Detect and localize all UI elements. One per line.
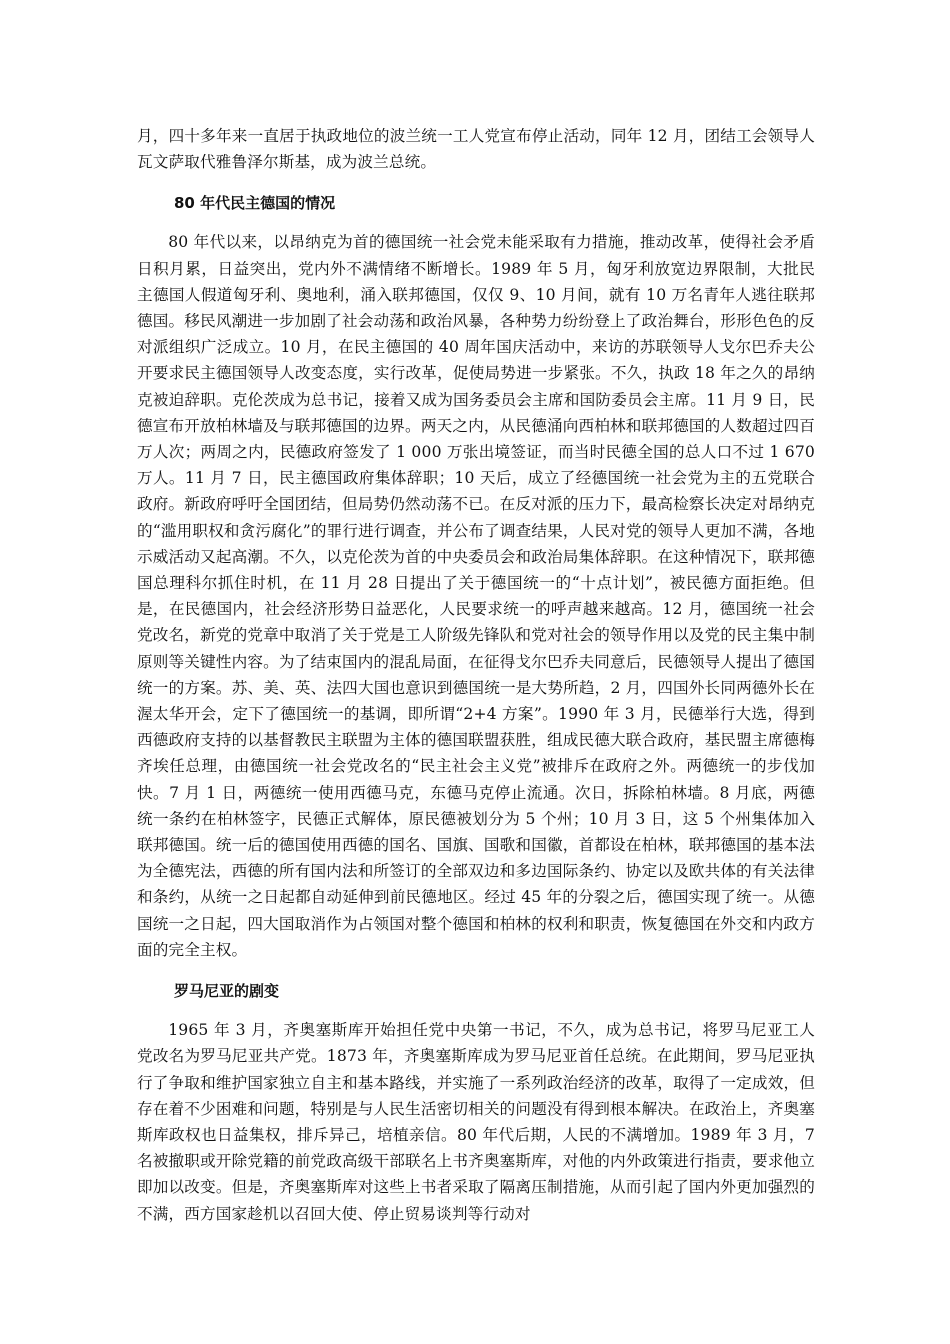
- spacer: [137, 175, 815, 190]
- spacer: [137, 216, 815, 229]
- section-heading-romania: 罗马尼亚的剧变: [174, 982, 280, 1001]
- section-body-east-germany: 80 年代以来，以昂纳克为首的德国统一社会党未能采取有力措施，推动改革，使得社会矛盾日积月累，日益突出，党内外不满情绪不断增长。1989 年 5 月，匈牙利放宽边界限制，大批民主德国人假道匈牙利、奥地利，涌入联邦德国，仅仅 9、10 月间，就有 10 万名青年人逃往联邦德国。移民风潮进一步加剧了社会动荡和政治风暴，各种势力纷纷登上了政治舞台，形形色色的反对派组织广泛成立。10 月，在民主德国的 40 周年国庆活动中，来访的苏联领导人戈尔巴乔夫公开要求民主德国领导人改变态度，实行改革，促使局势进一步紧张。不久，执政 18 年之久的昂纳克被迫辞职。克伦茨成为总书记，接着又成为国务委员会主席和国防委员会主席。11 月 9 日，民德宣布开放柏林墙及与联邦德国的边界。两天之内，从民德涌向西柏林和联邦德国的人数超过四百万人次；两周之内，民德政府签发了 1 000 万张出境签证，而当时民德全国的总人口不过 1 670 万人。11 月 7 日，民主德国政府集体辞职；10 天后，成立了经德国统一社会党为主的五党联合政府。新政府呼吁全国团结，但局势仍然动荡不已。在反对派的压力下，最高检察长决定对昂纳克的“滥用职权和贪污腐化”的罪行进行调查，并公布了调查结果，人民对党的领导人更加不满，各地示威活动又起高潮。不久，以克伦茨为首的中央委员会和政治局集体辞职。在这种情况下，联邦德国总理科尔抓住时机，在 11 月 28 日提出了关于德国统一的“十点计划”，被民德方面拒绝。但是，在民德国内，社会经济形势日益恶化，人民要求统一的呼声越来越高。12 月，德国统一社会党改名，新党的党章中取消了关于党是工人阶级先锋队和党对社会的领导作用以及党的民主集中制原则等关键性内容。为了结束国内的混乱局面，在征得戈尔巴乔夫同意后，民德领导人提出了德国统一的方案。苏、美、英、法四大国也意识到德国统一是大势所趋，2 月，四国外长同两德外长在渥太华开会，定下了德国统一的基调，即所谓“2+4 方案”。1990 年 3 月，民德举行大选，得到西德政府支持的以基督教民主联盟为主体的德国联盟获胜，组成民德大联合政府，基民盟主席德梅齐埃任总理，由德国统一社会党改名的“民主社会主义党”被排斥在政府之外。两德统一的步伐加快。7 月 1 日，两德统一使用西德马克，东德马克停止流通。次日，拆除柏林墙。8 月底，两德统一条约在柏林签字，民德正式解体，原民德被划分为 5 个州；10 月 3 日，这 5 个州集体加入联邦德国。统一后的德国使用西德的国名、国旗、国歌和国徽，首都设在柏林，联邦德国的基本法为全德宪法，西德的所有国内法和所签订的全部双边和多边国际条约、协定以及欧共体的有关法律和条约，从统一之日起都自动延伸到前民德地区。经过 45 年的分裂之后，德国实现了统一。从德国统一之日起，四大国取消作为占领国对整个德国和柏林的权利和职责，恢复德国在外交和内政方面的完全主权。: [137, 233, 815, 959]
- spacer: [137, 1004, 815, 1017]
- spacer: [137, 963, 815, 978]
- intro-paragraph: 月，四十多年来一直居于执政地位的波兰统一工人党宣布停止活动，同年 12 月，团结工会领导人瓦文萨取代雅鲁泽尔斯基，成为波兰总统。: [137, 127, 815, 172]
- document-page: [137, 123, 815, 1227]
- section-body-romania: 1965 年 3 月，齐奥塞斯库开始担任党中央第一书记，不久，成为总书记，将罗马尼亚工人党改名为罗马尼亚共产党。1873 年，齐奥塞斯库成为罗马尼亚首任总统。在此期间，罗马尼亚执行了争取和维护国家独立自主和基本路线，并实施了一系列政治经济的改革，取得了一定成效，但存在着不少困难和问题，特别是与人民生活密切相关的问题没有得到根本解决。在政治上，齐奥塞斯库政权也日益集权，排斥异己，培植亲信。80 年代后期，人民的不满增加。1989 年 3 月，7 名被撤职或开除党籍的前党政高级干部联名上书齐奥塞斯库，对他的内外政策进行指责，要求他立即加以改变。但是，齐奥塞斯库对这些上书者采取了隔离压制措施，从而引起了国内外更加强烈的不满，西方国家趁机以召回大使、停止贸易谈判等行动对: [137, 1021, 815, 1223]
- section-heading-east-germany: 80 年代民主德国的情况: [174, 194, 336, 213]
